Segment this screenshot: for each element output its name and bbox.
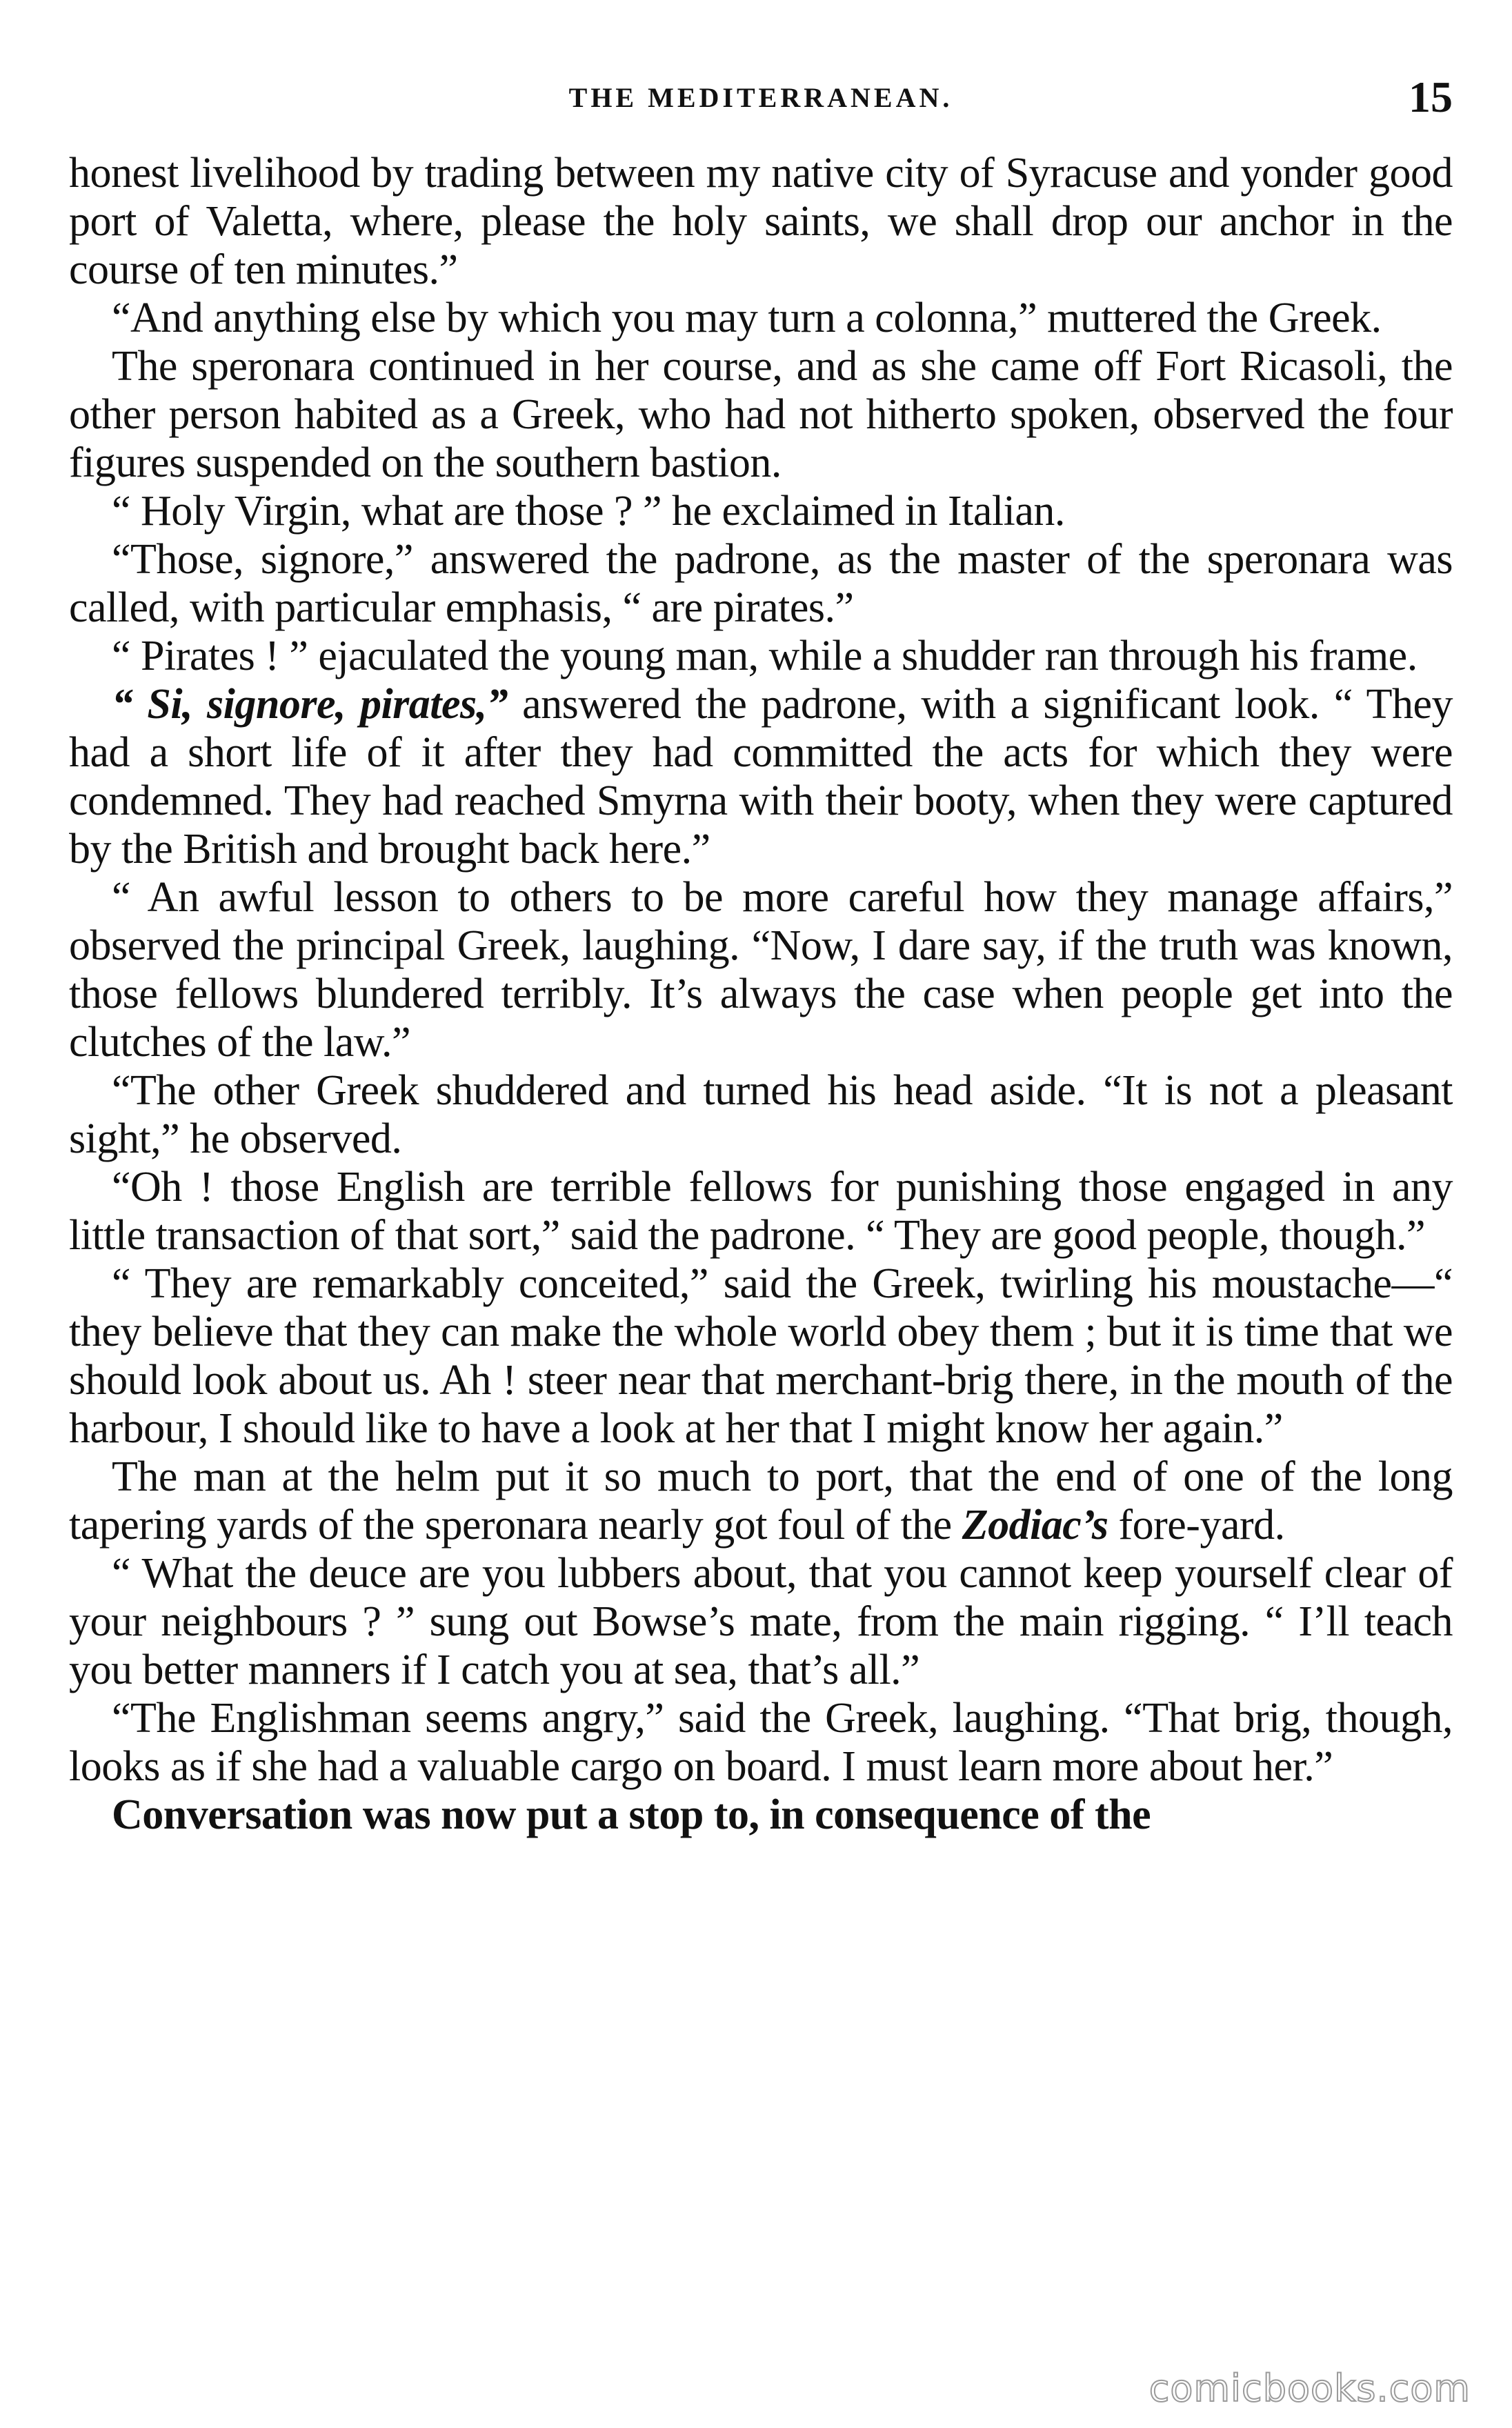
paragraph-text: “ What the deuce are you lubbers about, that you cannot keep yourself clear of your neighbours ? ” sung out Bowse’s mate, from the main rigging. “ I’ll teach you better manners if I catch you at sea, that’s all.” — [69, 1550, 1453, 1693]
paragraph-text: honest livelihood by trading between my native city of Syracuse and yonder good port of Valetta, where, please the holy saints, we shall drop our anchor in the course of ten minutes.” — [69, 150, 1453, 293]
paragraph — [69, 487, 1453, 535]
paragraph-text: “The Englishman seems angry,” said the Greek, laughing. “That brig, though, looks as if she had a valuable cargo on board. I must learn more about her.” — [69, 1695, 1453, 1790]
paragraph-text: answered the padrone, with a significant look. “ They had a short life of it after they had committed the acts for which they were condemned. They had reached Smyrna with their booty, when they were captured by the British and brought back here.” — [69, 681, 1453, 873]
paragraph — [69, 294, 1453, 342]
paragraph — [69, 1791, 1453, 1839]
paragraph — [69, 535, 1453, 632]
italic-quote: “ Si, signore, pirates,” — [112, 681, 508, 728]
watermark: comicbooks.com — [1148, 2367, 1471, 2410]
paragraph-text: “Those, signore,” answered the padrone, as the master of the speronara was called, with particular emphasis, “ are pirates.” — [69, 536, 1453, 631]
paragraph — [69, 149, 1453, 294]
paragraph — [69, 1066, 1453, 1163]
paragraph — [69, 342, 1453, 487]
running-title: THE MEDITERRANEAN. — [568, 82, 953, 113]
paragraph-text: “ They are remarkably conceited,” said the Greek, twirling his moustache—“ they believe that they can make the whole world obey them ; but it is time that we should look about us. Ah ! steer near that merchant-brig there, in the mouth of the harbour, I should like to have a look at her that I might know her again.” — [69, 1260, 1453, 1452]
paragraph-text: The man at the helm put it so much to port, that the end of one of the long tapering yards of the speronara nearly got foul of the — [69, 1453, 1453, 1549]
paragraph — [69, 1453, 1453, 1549]
paragraph — [69, 632, 1453, 680]
paragraph-text: “ An awful lesson to others to be more careful how they manage affairs,” observed the principal Greek, laughing. “Now, I dare say, if the truth was known, those fellows blundered terribly. It’s always the case when people get into the clutches of the law.” — [69, 874, 1453, 1066]
paragraph — [69, 1694, 1453, 1791]
paragraph — [69, 1163, 1453, 1260]
paragraph-text: “And anything else by which you may turn a colonna,” muttered the Greek. — [112, 295, 1382, 341]
paragraph-text: The speronara continued in her course, and as she came off Fort Ricasoli, the other person habited as a Greek, who had not hitherto spoken, observed the four figures suspended on the southern bastion. — [69, 343, 1453, 486]
paragraph — [69, 1549, 1453, 1694]
running-header — [69, 72, 1453, 149]
paragraph-text: Conversation was now put a stop to, in consequence of the — [112, 1791, 1151, 1838]
paragraph-text: “The other Greek shuddered and turned his head aside. “It is not a pleasant sight,” he observed. — [69, 1067, 1453, 1162]
paragraph — [69, 873, 1453, 1066]
paragraph-text: “ Holy Virgin, what are those ? ” he exclaimed in Italian. — [112, 488, 1065, 535]
paragraph-text: “Oh ! those English are terrible fellows for punishing those engaged in any little transaction of that sort,” said the padrone. “ They are good people, though.” — [69, 1164, 1453, 1259]
paragraph — [69, 1260, 1453, 1453]
paragraph-text: fore-yard. — [1108, 1502, 1285, 1549]
page-number: 15 — [1409, 72, 1453, 121]
paragraph-text: “ Pirates ! ” ejaculated the young man, while a shudder ran through his frame. — [112, 633, 1418, 679]
ship-name: Zodiac’s — [962, 1502, 1108, 1549]
paragraph — [69, 680, 1453, 873]
body-text — [69, 149, 1453, 1839]
